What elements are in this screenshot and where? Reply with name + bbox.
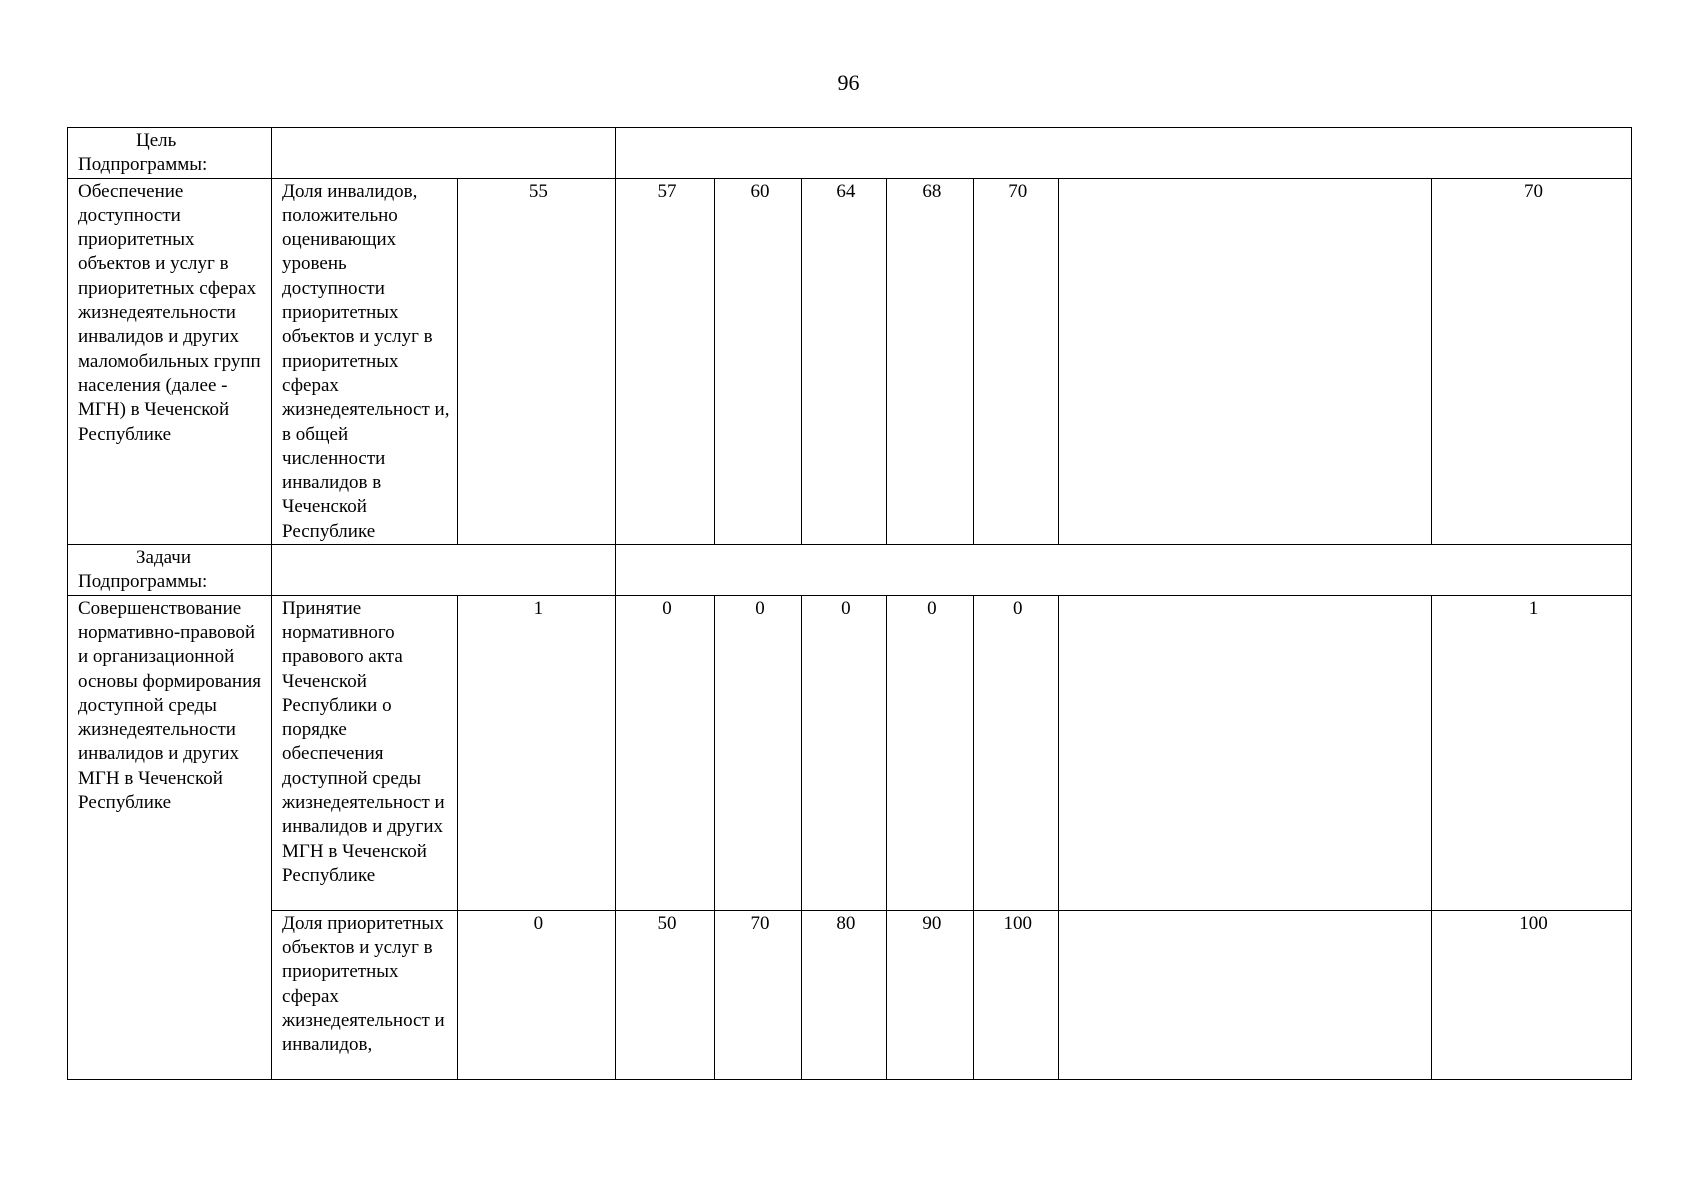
value-cell: [1058, 178, 1431, 544]
tasks-header-blank: [272, 545, 616, 596]
value-cell: 0: [973, 595, 1058, 910]
page-number: 96: [837, 70, 860, 95]
value-cell: 80: [801, 910, 886, 1079]
value-cell: 60: [715, 178, 801, 544]
total-value-cell: 70: [1431, 178, 1631, 544]
task-indicator-cell: Принятие нормативного правового акта Чеченской Республики о порядке обеспечения доступной среды жизнедеятельност и инвалидов и других МГН в Чеченской Республике: [272, 595, 458, 910]
goal-objective-cell: Обеспечение доступности приоритетных объектов и услуг в приоритетных сферах жизнедеятельности инвалидов и других маломобильных групп населения (далее - МГН) в Чеченской Республике: [68, 178, 272, 544]
table-row: [68, 595, 1632, 910]
value-cell: 0: [715, 595, 801, 910]
goal-header-row: [68, 128, 1632, 179]
goal-indicator-cell: Доля инвалидов, положительно оценивающих уровень доступности приоритетных объектов и услуг в приоритетных сферах жизнедеятельност и, в общей численности инвалидов в Чеченской Республике: [272, 178, 458, 544]
tasks-header-line2: Подпрограммы:: [78, 571, 208, 593]
goal-header-blank: [272, 128, 616, 179]
goal-header-cell: [68, 128, 272, 179]
value-cell: 0: [615, 595, 715, 910]
total-value-cell: 1: [1431, 595, 1631, 910]
value-cell: 57: [615, 178, 715, 544]
value-cell: 1: [457, 595, 615, 910]
tasks-header-blank-wide: [615, 545, 1631, 596]
tasks-header-row: [68, 545, 1632, 596]
task-indicator-cell: Доля приоритетных объектов и услуг в приоритетных сферах жизнедеятельност и инвалидов,: [272, 910, 458, 1079]
goal-header-line2: Подпрограммы:: [78, 154, 208, 176]
value-cell: [1058, 595, 1431, 910]
value-cell: 70: [973, 178, 1058, 544]
value-cell: 100: [973, 910, 1058, 1079]
tasks-header-cell: [68, 545, 272, 596]
value-cell: 55: [457, 178, 615, 544]
value-cell: 0: [887, 595, 973, 910]
value-cell: 70: [715, 910, 801, 1079]
indicators-table: [67, 127, 1632, 1080]
value-cell: 50: [615, 910, 715, 1079]
goal-header-blank-wide: [615, 128, 1631, 179]
task-objective-cell: Совершенствование нормативно-правовой и организационной основы формирования доступной среды жизнедеятельности инвалидов и других МГН в Чеченской Республике: [68, 595, 272, 1079]
tasks-header-line1: Задачи: [136, 547, 192, 569]
value-cell: 64: [801, 178, 886, 544]
table-row: [68, 910, 1632, 1079]
table-row: [68, 178, 1632, 544]
value-cell: 90: [887, 910, 973, 1079]
value-cell: 68: [887, 178, 973, 544]
goal-header-line1: Цель: [136, 130, 177, 151]
value-cell: 0: [457, 910, 615, 1079]
total-value-cell: 100: [1431, 910, 1631, 1079]
value-cell: 0: [801, 595, 886, 910]
value-cell: [1058, 910, 1431, 1079]
